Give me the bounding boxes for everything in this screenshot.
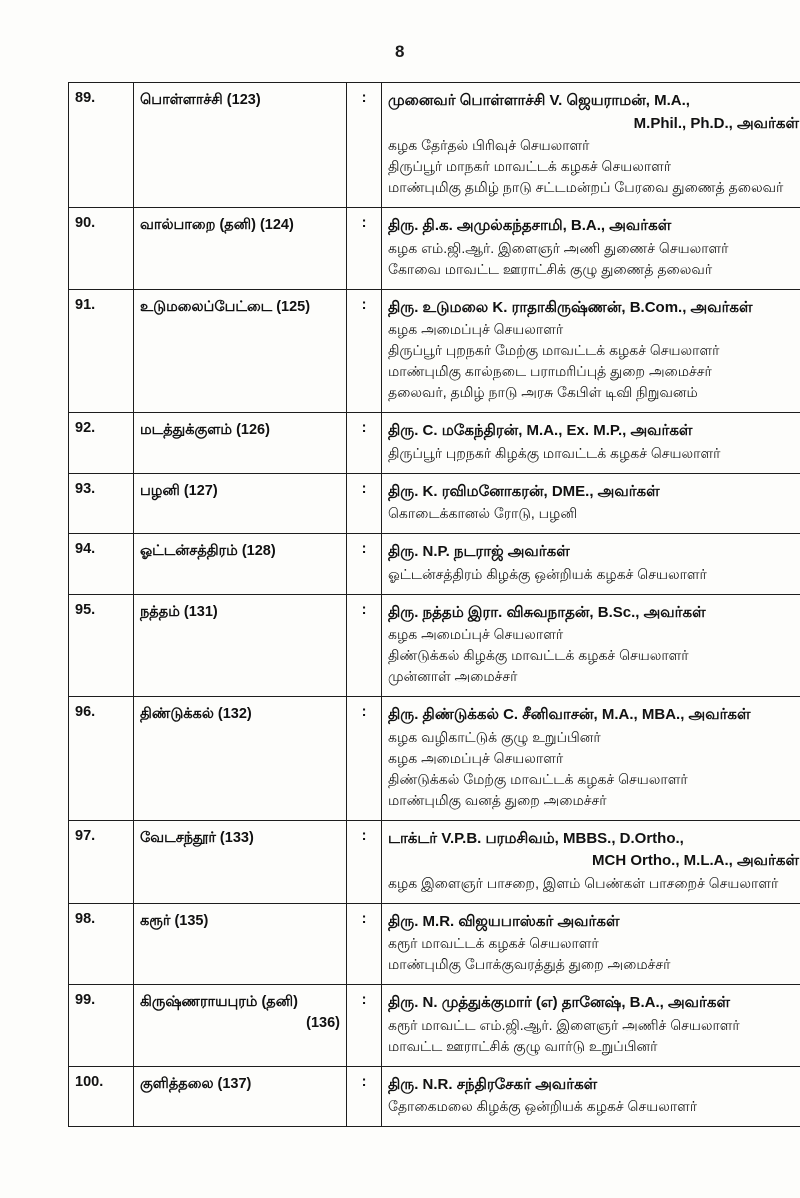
row-constituency <box>134 208 347 290</box>
candidate-list-table-wrapper <box>68 82 800 1127</box>
table-row <box>69 473 800 534</box>
row-colon: : <box>347 1066 382 1127</box>
candidate-role: கழக அமைப்புச் செயலாளர் <box>388 321 564 337</box>
candidate-role: மாண்புமிகு தமிழ் நாடு சட்டமன்றப் பேரவை துணைத் தலைவர் <box>388 179 784 195</box>
row-candidate-details <box>382 1066 800 1127</box>
row-constituency <box>134 289 347 413</box>
constituency-name: கரூர் (135) <box>140 912 209 929</box>
row-candidate-details <box>382 473 800 534</box>
row-candidate-details <box>382 289 800 413</box>
constituency-name: வேடசந்தூர் (133) <box>140 829 254 846</box>
table-row <box>69 83 800 208</box>
candidate-name: திரு. திண்டுக்கல் C. சீனிவாசன், M.A., MBA., அவர்கள் <box>388 706 751 723</box>
constituency-name: வால்பாறை (தனி) (124) <box>140 217 294 233</box>
candidate-name-continuation: M.Phil., Ph.D., அவர்கள் <box>633 114 799 132</box>
row-constituency <box>134 83 347 208</box>
candidate-name: திரு. C. மகேந்திரன், M.A., Ex. M.P., அவர்கள் <box>388 422 693 439</box>
table-row <box>69 534 800 595</box>
row-colon: : <box>347 289 382 413</box>
candidate-role: ஓட்டன்சத்திரம் கிழக்கு ஒன்றியக் கழகச் செயலாளர் <box>388 565 707 582</box>
row-colon: : <box>347 83 382 208</box>
row-colon: : <box>347 413 382 474</box>
row-serial-number: 91. <box>69 289 134 413</box>
candidate-role: திருப்பூர் புறநகர் மேற்கு மாவட்டக் கழகச் செயலாளர் <box>388 342 720 358</box>
row-colon: : <box>347 473 382 534</box>
candidate-role: முன்னாள் அமைச்சர் <box>388 668 518 684</box>
candidate-name: திரு. K. ரவிமனோகரன், DME., அவர்கள் <box>388 482 660 500</box>
candidate-role: திண்டுக்கல் கிழக்கு மாவட்டக் கழகச் செயலாளர் <box>388 647 689 663</box>
candidate-role: தலைவர், தமிழ் நாடு அரசு கேபிள் டிவி நிறுவனம் <box>388 384 698 400</box>
candidate-role: கழக தேர்தல் பிரிவுச் செயலாளர் <box>388 137 590 153</box>
page-number: 8 <box>395 42 405 61</box>
table-row <box>69 903 800 985</box>
constituency-name: பொள்ளாச்சி (123) <box>140 92 261 108</box>
row-candidate-details <box>382 820 800 903</box>
candidate-role: கரூர் மாவட்ட எம்.ஜி.ஆர். இளைஞர் அணிச் செயலாளர் <box>388 1016 740 1033</box>
constituency-name: பழனி (127) <box>140 482 218 499</box>
row-serial-number: 92. <box>69 413 134 474</box>
candidate-name: திரு. நத்தம் இரா. விசுவநாதன், B.Sc., அவர்கள் <box>388 603 706 621</box>
constituency-name: கிருஷ்ணராயபுரம் (தனி) <box>140 994 298 1010</box>
candidate-name: டாக்டர் V.P.B. பரமசிவம், MBBS., D.Ortho., <box>388 829 684 847</box>
table-body <box>69 83 800 1127</box>
row-constituency <box>134 1066 347 1127</box>
candidate-role: கழக எம்.ஜி.ஆர். இளைஞர் அணி துணைச் செயலாளர் <box>388 239 729 256</box>
row-candidate-details <box>382 208 800 290</box>
candidate-role: கழக அமைப்புச் செயலாளர் <box>388 749 564 766</box>
constituency-name: உடுமலைப்பேட்டை (125) <box>140 298 311 315</box>
row-colon: : <box>347 903 382 985</box>
candidate-role: மாண்புமிகு போக்குவரத்துத் துறை அமைச்சர் <box>388 956 671 972</box>
candidate-role: கழக அமைப்புச் செயலாளர் <box>388 626 564 642</box>
row-constituency <box>134 697 347 821</box>
row-colon: : <box>347 534 382 595</box>
table-row <box>69 289 800 413</box>
candidate-name: திரு. தி.க. அமுல்கந்தசாமி, B.A., அவர்கள் <box>388 217 672 234</box>
candidate-role: கோவை மாவட்ட ஊராட்சிக் குழு துணைத் தலைவர் <box>388 260 713 277</box>
row-colon: : <box>347 697 382 821</box>
row-serial-number: 99. <box>69 985 134 1067</box>
candidate-name: முனைவர் பொள்ளாச்சி V. ஜெயராமன், M.A., <box>388 92 690 109</box>
candidate-role: மாண்புமிகு கால்நடை பராமரிப்புத் துறை அமைச்சர் <box>388 363 712 379</box>
constituency-name: நத்தம் (131) <box>140 603 218 620</box>
row-colon: : <box>347 820 382 903</box>
candidate-role: கழக வழிகாட்டுக் குழு உறுப்பினர் <box>388 728 601 745</box>
row-candidate-details <box>382 697 800 821</box>
row-serial-number: 94. <box>69 534 134 595</box>
table-row <box>69 985 800 1067</box>
row-candidate-details <box>382 594 800 697</box>
candidate-role: கழக இளைஞர் பாசறை, இளம் பெண்கள் பாசறைச் செயலாளர் <box>388 874 779 891</box>
table-row <box>69 697 800 821</box>
row-serial-number: 100. <box>69 1066 134 1127</box>
candidate-list-table <box>68 82 800 1127</box>
candidate-role: திருப்பூர் புறநகர் கிழக்கு மாவட்டக் கழகச் செயலாளர் <box>388 444 721 461</box>
row-candidate-details <box>382 83 800 208</box>
candidate-name: திரு. N.P. நடராஜ் அவர்கள் <box>388 543 570 560</box>
candidate-name-continuation: MCH Ortho., M.L.A., அவர்கள் <box>592 852 799 869</box>
constituency-name: மடத்துக்குளம் (126) <box>140 422 270 438</box>
candidate-name: திரு. M.R. விஜயபாஸ்கர் அவர்கள் <box>388 912 620 930</box>
candidate-role: தோகைமலை கிழக்கு ஒன்றியக் கழகச் செயலாளர் <box>388 1098 698 1114</box>
constituency-name: குளித்தலை (137) <box>140 1075 252 1092</box>
candidate-role: மாண்புமிகு வனத் துறை அமைச்சர் <box>388 791 607 808</box>
row-constituency <box>134 594 347 697</box>
candidate-role: மாவட்ட ஊராட்சிக் குழு வார்டு உறுப்பினர் <box>388 1037 658 1054</box>
table-row <box>69 413 800 474</box>
candidate-role: கொடைக்கானல் ரோடு, பழனி <box>388 505 578 521</box>
row-serial-number: 90. <box>69 208 134 290</box>
constituency-number-continuation: (136) <box>306 1015 340 1032</box>
constituency-name: ஓட்டன்சத்திரம் (128) <box>140 543 276 559</box>
row-serial-number: 96. <box>69 697 134 821</box>
row-candidate-details <box>382 903 800 985</box>
row-serial-number: 89. <box>69 83 134 208</box>
row-candidate-details <box>382 534 800 595</box>
row-serial-number: 93. <box>69 473 134 534</box>
row-constituency <box>134 473 347 534</box>
candidate-role: கரூர் மாவட்டக் கழகச் செயலாளர் <box>388 935 599 951</box>
table-row <box>69 1066 800 1127</box>
row-serial-number: 97. <box>69 820 134 903</box>
row-constituency <box>134 413 347 474</box>
row-constituency <box>134 903 347 985</box>
row-constituency <box>134 534 347 595</box>
candidate-name: திரு. N. முத்துக்குமார் (எ) தானேஷ், B.A., அவர்கள் <box>388 994 730 1011</box>
candidate-role: திருப்பூர் மாநகர் மாவட்டக் கழகச் செயலாளர் <box>388 158 672 174</box>
row-candidate-details <box>382 985 800 1067</box>
table-row <box>69 820 800 903</box>
table-row <box>69 594 800 697</box>
row-colon: : <box>347 985 382 1067</box>
candidate-role: திண்டுக்கல் மேற்கு மாவட்டக் கழகச் செயலாளர் <box>388 770 688 787</box>
row-serial-number: 95. <box>69 594 134 697</box>
candidate-name: திரு. உடுமலை K. ராதாகிருஷ்ணன், B.Com., அவர்கள் <box>388 298 753 316</box>
candidate-name: திரு. N.R. சந்திரசேகர் அவர்கள் <box>388 1075 598 1093</box>
constituency-name: திண்டுக்கல் (132) <box>140 706 252 722</box>
row-candidate-details <box>382 413 800 474</box>
row-constituency <box>134 985 347 1067</box>
table-row <box>69 208 800 290</box>
row-constituency <box>134 820 347 903</box>
row-colon: : <box>347 208 382 290</box>
row-colon: : <box>347 594 382 697</box>
row-serial-number: 98. <box>69 903 134 985</box>
